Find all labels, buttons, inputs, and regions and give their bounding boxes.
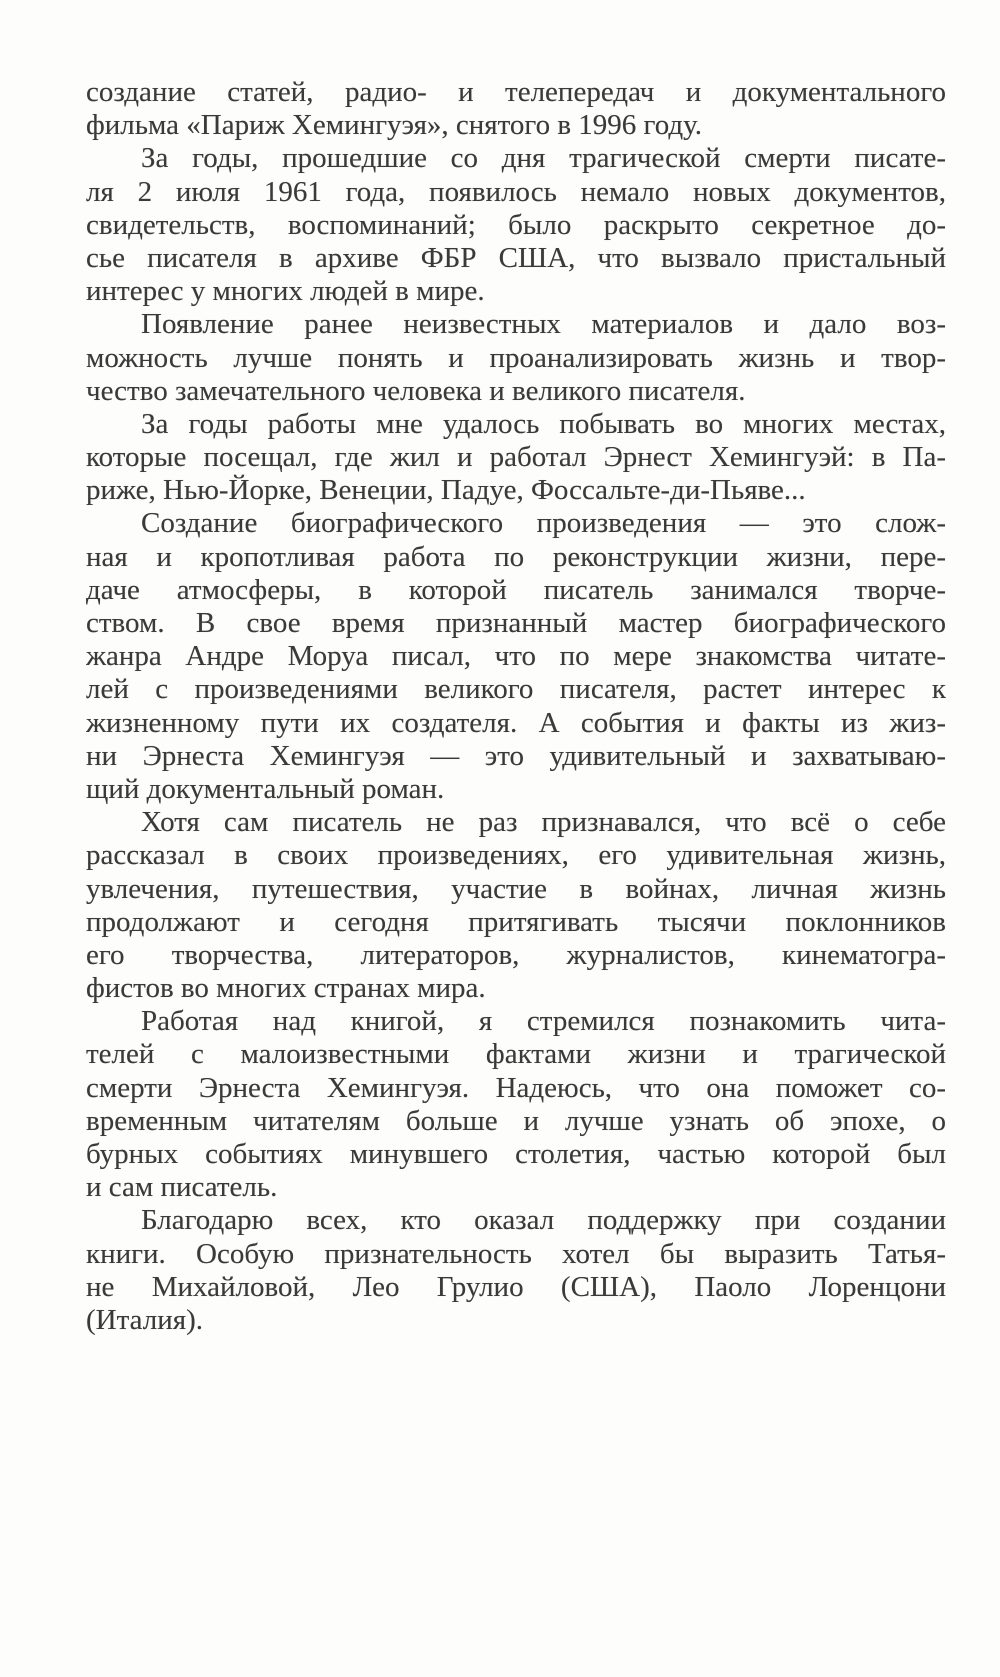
text-line: смерти Эрнеста Хемингуэя. Надеюсь, что она поможет со- bbox=[86, 1071, 946, 1104]
text-line: можность лучше понять и проанализировать жизнь и твор- bbox=[86, 341, 946, 374]
text-line: ни Эрнеста Хемингуэя — это удивительный и захватываю- bbox=[86, 739, 946, 772]
text-line: продолжают и сегодня притягивать тысячи поклонников bbox=[86, 905, 946, 938]
page-text bbox=[86, 76, 946, 1337]
text-line: его творчества, литераторов, журналистов, кинематогра- bbox=[86, 938, 946, 971]
text-line: Создание биографического произведения — это слож- bbox=[141, 507, 946, 540]
text-line: щий документальный роман. bbox=[86, 772, 445, 805]
text-line: телей с малоизвестными фактами жизни и трагической bbox=[86, 1038, 946, 1071]
text-line: За годы работы мне удалось побывать во многих местах, bbox=[141, 407, 946, 440]
text-line: За годы, прошедшие со дня трагической смерти писате- bbox=[141, 142, 946, 175]
text-line: Благодарю всех, кто оказал поддержку при создании bbox=[141, 1204, 946, 1237]
text-line: даче атмосферы, в которой писатель занимался творче- bbox=[86, 573, 946, 606]
text-line: рассказал в своих произведениях, его удивительная жизнь, bbox=[86, 839, 946, 872]
text-line: Появление ранее неизвестных материалов и дало воз- bbox=[141, 308, 946, 341]
text-line: риже, Нью-Йорке, Венеции, Падуе, Фоссальте-ди-Пьяве... bbox=[86, 474, 806, 507]
text-line: временным читателям больше и лучше узнать об эпохе, о bbox=[86, 1104, 946, 1137]
text-line: бурных событиях минувшего столетия, частью которой был bbox=[86, 1138, 946, 1170]
text-line: чество замечательного человека и великого писателя. bbox=[86, 374, 746, 407]
text-line: жизненному пути их создателя. А события и факты из жиз- bbox=[86, 706, 946, 739]
text-line: ная и кропотливая работа по реконструкции жизни, пере- bbox=[86, 540, 946, 573]
text-line: ля 2 июля 1961 года, появилось немало новых документов, bbox=[86, 175, 946, 208]
text-line: книги. Особую признательность хотел бы выразить Татья- bbox=[86, 1237, 946, 1270]
text-line: сье писателя в архиве ФБР США, что вызвало пристальный bbox=[86, 241, 946, 274]
text-line: свидетельств, воспоминаний; было раскрыто секретное до- bbox=[86, 208, 946, 241]
text-line: увлечения, путешествия, участие в войнах, личная жизнь bbox=[86, 872, 946, 905]
text-line: и сам писатель. bbox=[86, 1171, 278, 1204]
text-line: (Италия). bbox=[86, 1303, 203, 1336]
text-line: которые посещал, где жил и работал Эрнест Хемингуэй: в Па- bbox=[86, 441, 946, 474]
text-line: Работая над книгой, я стремился познакомить чита- bbox=[141, 1005, 946, 1038]
text-line: интерес у многих людей в мире. bbox=[86, 275, 485, 308]
text-line: фильма «Париж Хемингуэя», снятого в 1996 году. bbox=[86, 109, 702, 142]
text-line: лей с произведениями великого писателя, растет интерес к bbox=[86, 673, 946, 706]
text-line: не Михайловой, Лео Грулио (США), Паоло Лоренцони bbox=[86, 1270, 946, 1303]
text-line: фистов во многих странах мира. bbox=[86, 972, 486, 1005]
text-line: ством. В свое время признанный мастер биографического bbox=[86, 607, 946, 639]
text-line: создание статей, радио- и телепередач и документального bbox=[86, 76, 946, 108]
text-line: жанра Андре Моруа писал, что по мере знакомства читате- bbox=[86, 640, 946, 673]
text-line: Хотя сам писатель не раз признавался, что всё о себе bbox=[141, 806, 946, 839]
